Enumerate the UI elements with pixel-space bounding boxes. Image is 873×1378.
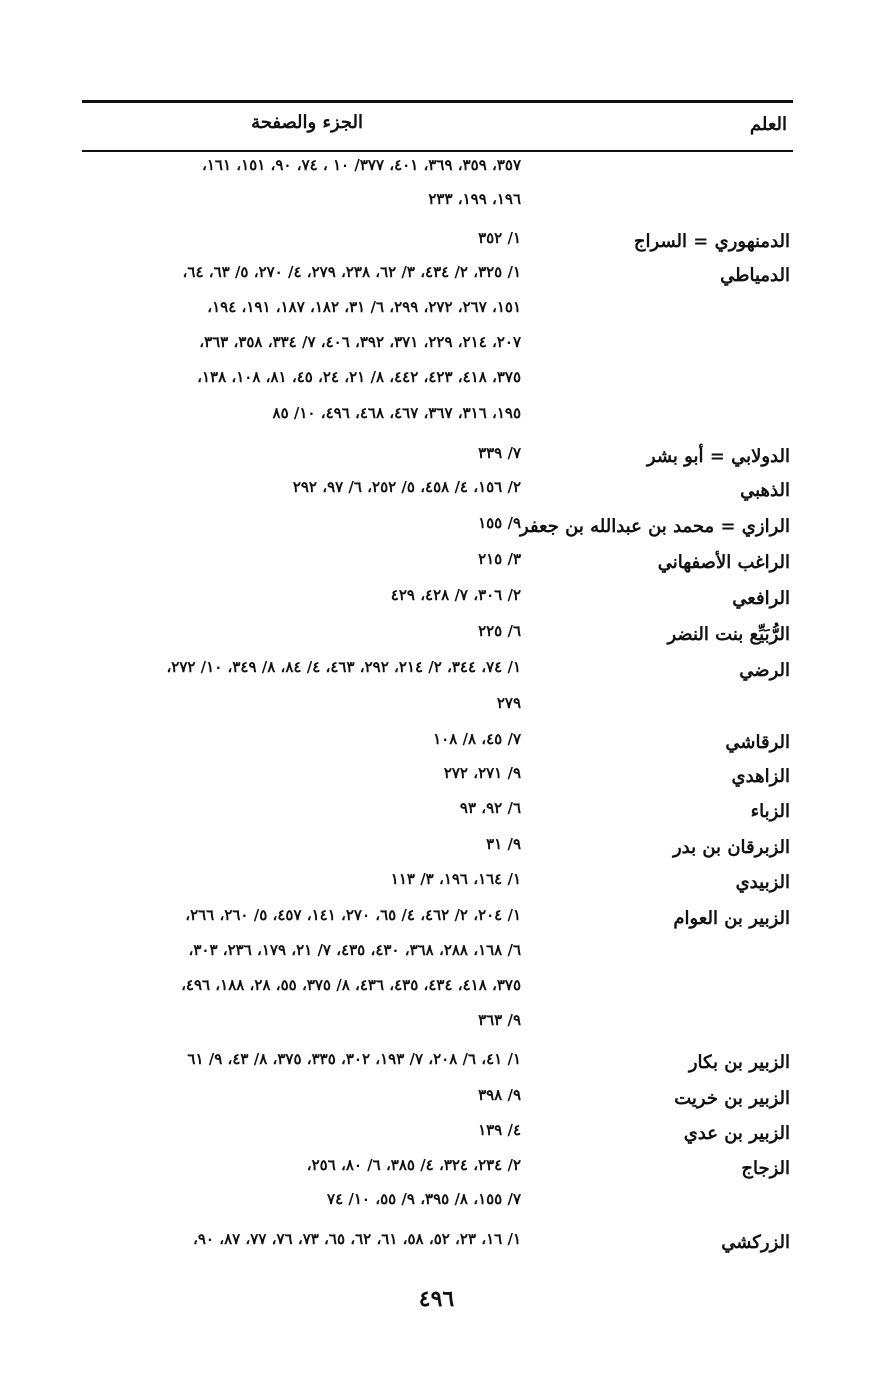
- column-header-name: العلم: [749, 114, 787, 135]
- index-row: [0, 694, 873, 724]
- index-row: [0, 941, 873, 971]
- index-row: [0, 1086, 873, 1116]
- entry-references: ١/ ١٦، ٢٣، ٥٢، ٥٨، ٦١، ٦٢، ٦٥، ٧٣، ٧٦، ٧٧، ٨٧، ٩٠،: [193, 1230, 521, 1248]
- entry-references: ١/ ٢٠٤، ٢/ ٤٦٢، ٤/ ٦٥، ٢٧٠، ١٤١، ٤٥٧، ٥/ ٢٦٠، ٢٦٦،: [185, 906, 521, 924]
- index-row: [0, 1050, 873, 1080]
- entry-references: ١/ ٤١، ٦/ ٢٠٨، ٧/ ١٩٣، ٣٠٢، ٣٣٥، ٣٧٥، ٨/ ٤٣، ٩/ ٦١: [187, 1050, 521, 1068]
- index-row: [0, 730, 873, 760]
- entry-references: ٣٧٥، ٤١٨، ٤٣٤، ٤٣٥، ٤٣٦، ٨/ ٣٧٥، ٥٥، ٢٨، ١٨٨، ٤٩٦،: [181, 976, 521, 994]
- index-row: [0, 404, 873, 434]
- entry-references: ٦/ ٩٢، ٩٣: [459, 799, 521, 817]
- entry-name: الرازي = محمد بن عبدالله بن جعفر: [520, 516, 790, 537]
- index-row: [0, 835, 873, 865]
- index-row: [0, 156, 873, 186]
- index-row: [0, 333, 873, 363]
- index-row: [0, 263, 873, 293]
- index-row: [0, 478, 873, 508]
- entry-references: ١/ ٣٥٢: [478, 229, 521, 247]
- column-header-volume-page: الجزء والصفحة: [251, 112, 363, 133]
- entry-name: الذهبي: [740, 480, 790, 501]
- entry-name: الرُّبَيِّع بنت النضر: [667, 624, 790, 645]
- index-row: [0, 514, 873, 544]
- index-row: [0, 1121, 873, 1151]
- index-row: [0, 1230, 873, 1260]
- entry-references: ٩/ ٣٦٣: [478, 1011, 521, 1029]
- entry-references: ٧/ ١٥٥، ٨/ ٣٩٥، ٩/ ٥٥، ١٠/ ٧٤: [327, 1190, 521, 1208]
- header-bottom-rule: [82, 150, 793, 152]
- index-row: [0, 764, 873, 794]
- entry-references: ١/ ٣٢٥، ٢/ ٤٣٤، ٣/ ٦٢، ٢٣٨، ٢٧٩، ٤/ ٢٧٠، ٥/ ٦٣، ٦٤،: [182, 263, 521, 281]
- table-header: [82, 100, 793, 152]
- entry-name: الرقاشي: [725, 732, 790, 753]
- entry-references: ١٥١، ٢٦٧، ٢٧٢، ٢٩٩، ٦/ ٣١، ١٨٢، ١٨٧، ١٩١، ١٩٤،: [207, 298, 521, 316]
- entry-name: الزركشي: [721, 1232, 790, 1253]
- entry-references: ٣٧٥، ٤١٨، ٤٢٣، ٤٤٢، ٨/ ٢١، ٢٤، ٤٥، ٨١، ١٠٨، ١٣٨،: [197, 368, 521, 386]
- entry-references: ٦/ ٢٢٥: [478, 622, 521, 640]
- entry-name: الدمياطي: [720, 265, 790, 286]
- entry-references: ٤/ ١٣٩: [478, 1121, 521, 1139]
- index-row: [0, 1011, 873, 1041]
- header-top-rule: [82, 100, 793, 103]
- index-row: [0, 976, 873, 1006]
- index-row: [0, 1190, 873, 1220]
- entry-references: ٣٥٧، ٣٥٩، ٣٦٩، ٤٠١، ٣٧٧/ ١٠ ، ٧٤، ٩٠، ١٥١، ١٦١،: [202, 156, 521, 174]
- entry-references: ١/ ٧٤، ٣٤٤، ٢/ ٢١٤، ٢٩٢، ٤٦٣، ٤/ ٨٤، ٨/ ٣٤٩، ١٠/ ٢٧٢،: [166, 658, 521, 676]
- entry-name: الدمنهوري = السراج: [633, 231, 790, 252]
- entry-references: ٢/ ٢٣٤، ٣٢٤، ٤/ ٣٨٥، ٦/ ٨٠، ٢٥٦،: [306, 1156, 521, 1174]
- entry-references: ٩/ ١٥٥: [478, 514, 521, 532]
- entry-name: الزبير بن بكار: [688, 1052, 790, 1073]
- page-number: ٤٩٦: [418, 1286, 455, 1312]
- entry-name: الزبير بن خريت: [674, 1088, 790, 1109]
- index-row: [0, 622, 873, 652]
- entry-references: ٧/ ٤٥، ٨/ ١٠٨: [433, 730, 521, 748]
- entry-references: ٩/ ٣١: [486, 835, 521, 853]
- entry-name: الدولابي = أبو بشر: [646, 446, 790, 467]
- entry-references: ٢٧٩: [496, 694, 521, 712]
- index-row: [0, 658, 873, 688]
- index-row: [0, 799, 873, 829]
- index-row: [0, 906, 873, 936]
- index-row: [0, 190, 873, 220]
- entry-references: ١/ ١٦٤، ١٩٦، ٣/ ١١٣: [390, 870, 521, 888]
- entry-name: الزبير بن عدي: [683, 1123, 790, 1144]
- entry-references: ٦/ ١٦٨، ٢٨٨، ٣٦٨، ٤٣٠، ٤٣٥، ٧/ ٢١، ١٧٩، ٢٣٦، ٣٠٣،: [188, 941, 521, 959]
- entry-references: ٢/ ٣٠٦، ٧/ ٤٢٨، ٤٢٩: [390, 586, 521, 604]
- index-row: [0, 870, 873, 900]
- entry-references: ٣/ ٢١٥: [478, 550, 521, 568]
- entry-references: ٢/ ١٥٦، ٤/ ٤٥٨، ٥/ ٢٥٢، ٦/ ٩٧، ٢٩٢: [292, 478, 521, 496]
- entry-name: الرضي: [739, 660, 790, 681]
- index-row: [0, 298, 873, 328]
- index-row: [0, 368, 873, 398]
- entry-name: الرافعي: [732, 588, 790, 609]
- entry-references: ٢٠٧، ٢١٤، ٢٢٩، ٣٧١، ٣٩٢، ٤٠٦، ٧/ ٣٣٤، ٣٥٨، ٣٦٣،: [199, 333, 521, 351]
- index-row: [0, 229, 873, 259]
- entry-name: الزبيدي: [735, 872, 790, 893]
- entry-references: ١٩٦، ١٩٩، ٢٣٣: [428, 190, 521, 208]
- index-row: [0, 550, 873, 580]
- entry-references: ٧/ ٣٣٩: [478, 444, 521, 462]
- entry-name: الراغب الأصفهاني: [657, 552, 790, 573]
- entry-name: الزبرقان بن بدر: [672, 837, 790, 858]
- index-row: [0, 586, 873, 616]
- entry-references: ٩/ ٣٩٨: [478, 1086, 521, 1104]
- index-row: [0, 1156, 873, 1186]
- entry-references: ٩/ ٢٧١، ٢٧٢: [443, 764, 521, 782]
- entry-name: الزباء: [750, 801, 790, 822]
- entry-name: الزجاج: [741, 1158, 790, 1179]
- entry-name: الزاهدي: [731, 766, 790, 787]
- index-row: [0, 444, 873, 474]
- entry-name: الزبير بن العوام: [673, 908, 790, 929]
- entry-references: ١٩٥، ٣١٦، ٣٦٧، ٤٦٧، ٤٦٨، ٤٩٦، ١٠/ ٨٥: [272, 404, 521, 422]
